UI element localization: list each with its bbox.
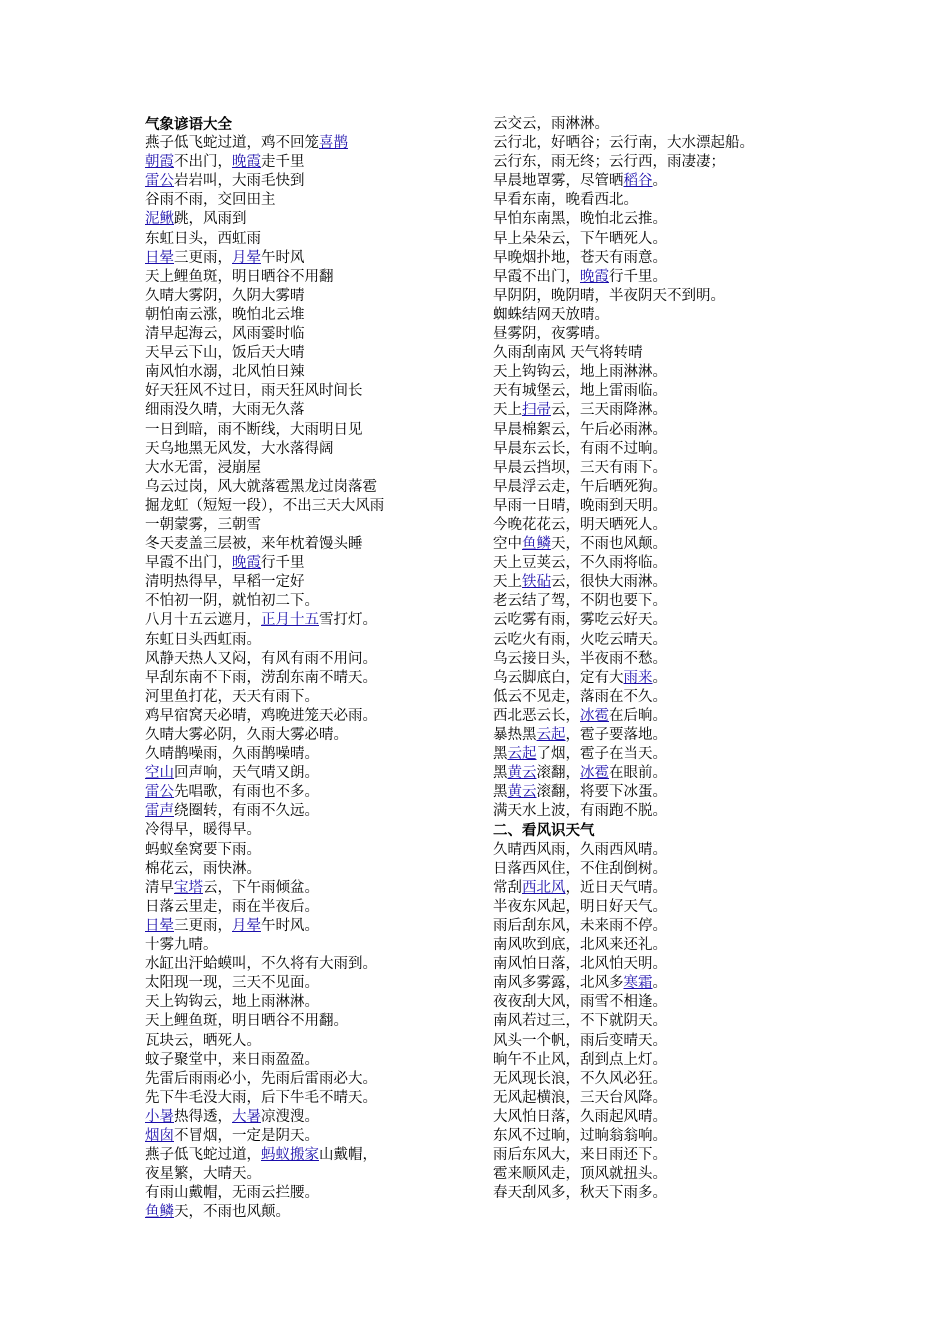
- proverb-text: 了烟，雹子在当天。: [536, 746, 667, 763]
- proverb-text: 天有城堡云，地上雷雨临。: [493, 383, 667, 400]
- proverb-line: [145, 191, 384, 210]
- proverb-text: 河里鱼打花，天天有雨下。: [145, 688, 319, 705]
- proverb-line: [493, 1184, 754, 1203]
- proverb-text: 先雷后雨雨必小，先雨后雷雨必大。: [145, 1070, 377, 1087]
- proverb-line: [145, 631, 384, 650]
- proverb-line: [493, 344, 754, 363]
- keyword-link[interactable]: 晚霞: [232, 555, 261, 572]
- keyword-link[interactable]: 黄云: [507, 784, 537, 801]
- keyword-link[interactable]: 泥鳅: [145, 211, 174, 228]
- proverb-text: 岩岩叫，大雨毛快到: [174, 173, 305, 190]
- proverb-text: 天上鲤鱼斑，明日晒谷不用翻。: [145, 1013, 348, 1030]
- keyword-link[interactable]: 日晕: [145, 917, 174, 934]
- proverb-line: [493, 688, 754, 707]
- proverb-line: [493, 153, 754, 172]
- keyword-link[interactable]: 云起: [507, 746, 537, 763]
- proverb-line: [145, 478, 384, 497]
- proverb-line: [493, 860, 754, 879]
- proverb-text: 南风怕日落，北风怕天明。: [493, 956, 667, 973]
- proverb-text: 久雨刮南风 天气将转晴: [493, 345, 643, 362]
- proverb-text: 先下牛毛没大雨，后下牛毛不晴天。: [145, 1089, 377, 1106]
- proverb-line: [145, 325, 384, 344]
- keyword-link[interactable]: 喜鹊: [319, 135, 348, 152]
- proverb-line: [145, 1146, 384, 1165]
- proverb-text: 夜星繁，大晴天。: [145, 1166, 261, 1183]
- proverb-text: 早阴阴，晚阴晴，半夜阴天不到明。: [493, 287, 725, 304]
- proverb-text: 滚翻，将要下冰蛋。: [536, 784, 667, 801]
- proverb-text: 黑: [493, 765, 508, 782]
- proverb-line: [493, 841, 754, 860]
- keyword-link[interactable]: 空山: [145, 765, 174, 782]
- proverb-text: 天上钩钩云，地上雨淋淋。: [145, 994, 319, 1011]
- proverb-text: 黑: [493, 746, 508, 763]
- proverb-line: [493, 1032, 754, 1051]
- proverb-line: [145, 1070, 384, 1089]
- proverb-text: 无风起横浪，三天台风降。: [493, 1089, 667, 1106]
- keyword-link[interactable]: 鱼鳞: [522, 536, 551, 553]
- keyword-link[interactable]: 雷声: [145, 803, 174, 820]
- proverb-text: 行千里: [261, 555, 305, 572]
- proverb-line: [145, 898, 384, 917]
- proverb-text: 黑: [493, 784, 508, 801]
- proverb-line: [145, 592, 384, 611]
- proverb-line: [493, 535, 754, 554]
- proverb-line: [493, 917, 754, 936]
- proverb-text: 不冒烟，一定是阴天。: [174, 1127, 319, 1144]
- proverb-text: 走千里: [261, 154, 305, 171]
- proverb-line: [493, 631, 754, 650]
- keyword-link[interactable]: 鱼鳞: [145, 1204, 174, 1221]
- proverb-line: [145, 306, 384, 325]
- keyword-link[interactable]: 大暑: [232, 1108, 261, 1125]
- proverb-text: 雹来顺风走，顶风就扭头。: [493, 1166, 667, 1183]
- proverb-line: [493, 401, 754, 420]
- proverb-text: 雨后东风大，来日雨还下。: [493, 1147, 667, 1164]
- proverb-line: [145, 650, 384, 669]
- proverb-text: 二、看风识天气: [493, 822, 595, 840]
- proverb-line: [145, 611, 384, 630]
- proverb-text: 早霞不出门，: [493, 268, 580, 285]
- proverb-line: [493, 306, 754, 325]
- proverb-line: [145, 764, 384, 783]
- proverb-text: 棉花云，雨快淋。: [145, 860, 261, 877]
- proverb-line: [145, 974, 384, 993]
- keyword-link[interactable]: 冰雹: [580, 707, 609, 724]
- proverb-text: 今晚花花云，明天晒死人。: [493, 516, 667, 533]
- proverb-line: [493, 898, 754, 917]
- proverb-text: 。: [652, 975, 667, 992]
- proverb-line: [145, 745, 384, 764]
- proverb-text: 气象谚语大全: [145, 116, 232, 133]
- proverb-line: [145, 802, 384, 821]
- left-column: [145, 115, 384, 1222]
- proverb-text: 西北恶云长，: [493, 707, 580, 724]
- proverb-text: 大水无雷，浸崩屋: [145, 459, 261, 476]
- proverb-line: [493, 268, 754, 287]
- proverb-line: [493, 230, 754, 249]
- proverb-text: 山戴帽，: [319, 1147, 377, 1164]
- proverb-line: [493, 459, 754, 478]
- proverb-text: 早晨东云长，有雨不过晌。: [493, 440, 667, 457]
- proverb-text: 谷雨不雨，交回田主: [145, 192, 276, 209]
- proverb-text: 风静天热人又闷，有风有雨不用问。: [145, 650, 377, 667]
- proverb-line: [145, 268, 384, 287]
- proverb-text: 南风吹到底，北风来还礼。: [493, 937, 667, 954]
- proverb-text: 常刮: [493, 879, 522, 896]
- proverb-line: [145, 955, 384, 974]
- keyword-link[interactable]: 西北风: [522, 879, 566, 896]
- proverb-text: 早雨一日晴，晚雨到天明。: [493, 497, 667, 514]
- proverb-line: [145, 1012, 384, 1031]
- proverb-line: [145, 210, 384, 229]
- proverb-text: 乌云过岗，风大就落雹黑龙过岗落雹: [145, 478, 377, 495]
- proverb-line: [493, 478, 754, 497]
- keyword-link[interactable]: 铁砧: [522, 574, 551, 591]
- proverb-text: 天早云下山，饭后天大晴: [145, 345, 305, 362]
- proverb-text: 天上: [493, 574, 522, 591]
- proverb-text: 水缸出汗蛤蟆叫，不久将有大雨到。: [145, 956, 377, 973]
- proverb-line: [493, 210, 754, 229]
- proverb-text: 大风怕日落，久雨起风晴。: [493, 1108, 667, 1125]
- proverb-text: 久晴西风雨，久雨西风晴。: [493, 841, 667, 858]
- proverb-text: 一朝蒙雾，三朝雪: [145, 516, 261, 533]
- proverb-text: 云行东，雨无终；云行西，雨凄凄；: [493, 154, 725, 171]
- proverb-text: 不出门，: [174, 154, 232, 171]
- keyword-link[interactable]: 朝霞: [145, 154, 174, 171]
- proverb-line: [145, 459, 384, 478]
- proverb-line: [493, 573, 754, 592]
- proverb-text: 十雾九晴。: [145, 937, 218, 954]
- proverb-text: 朝怕南云涨，晚怕北云堆: [145, 306, 305, 323]
- proverb-text: 有雨山戴帽，无雨云拦腰。: [145, 1185, 319, 1202]
- proverb-line: [145, 993, 384, 1012]
- proverb-text: 天上豆荚云，不久雨将临。: [493, 555, 667, 572]
- keyword-link[interactable]: 小暑: [145, 1108, 174, 1125]
- proverb-line: [493, 764, 754, 783]
- proverb-text: 云，下午雨倾盆。: [203, 879, 319, 896]
- proverb-line: [145, 497, 384, 516]
- proverb-line: [493, 611, 754, 630]
- proverb-text: 日落西风住，不住刮倒树。: [493, 860, 667, 877]
- proverb-line: [145, 249, 384, 268]
- proverb-text: 细雨没久晴，大雨无久落: [145, 402, 305, 419]
- proverb-line: [493, 745, 754, 764]
- proverb-line: [145, 688, 384, 707]
- proverb-text: 晌午不止风，刮到点上灯。: [493, 1051, 667, 1068]
- keyword-link[interactable]: 月晕: [232, 249, 261, 266]
- proverb-text: 雪打灯。: [319, 612, 377, 629]
- proverb-line: [493, 879, 754, 898]
- proverb-text: 瓦块云，晒死人。: [145, 1032, 261, 1049]
- proverb-text: 燕子低飞蛇过道，: [145, 1147, 261, 1164]
- proverb-text: 乌云脚底白，定有大: [493, 669, 624, 686]
- proverb-line: [145, 1165, 384, 1184]
- keyword-link[interactable]: 雨来: [623, 669, 653, 686]
- proverb-text: 云交云，雨淋淋。: [493, 116, 609, 132]
- proverb-text: 满天水上波，有雨跑不脱。: [493, 803, 667, 820]
- proverb-text: 天上钩钩云，地上雨淋淋。: [493, 364, 667, 381]
- proverb-line: [145, 860, 384, 879]
- proverb-line: [145, 573, 384, 592]
- proverb-text: 鸡早宿窝天必晴，鸡晚进笼天必雨。: [145, 707, 377, 724]
- proverb-text: 南风多雾露，北风多: [493, 975, 624, 992]
- proverb-line: [493, 287, 754, 306]
- proverb-text: 早霞不出门，: [145, 555, 232, 572]
- proverb-text: 早晨浮云走，午后晒死狗。: [493, 478, 667, 495]
- proverb-text: 半夜东风起，明日好天气。: [493, 898, 667, 915]
- proverb-line: [493, 1070, 754, 1089]
- proverb-line: [493, 554, 754, 573]
- proverb-text: 昼雾阴，夜雾晴。: [493, 326, 609, 343]
- proverb-line: [493, 421, 754, 440]
- proverb-text: 太阳现一现，三天不见面。: [145, 975, 319, 992]
- proverb-text: 老云结了驾，不阴也要下。: [493, 593, 667, 610]
- proverb-line: [145, 821, 384, 840]
- proverb-line: [493, 115, 754, 134]
- proverb-text: 空中: [493, 536, 522, 553]
- proverb-text: 早晨棉絮云，午后必雨淋。: [493, 421, 667, 438]
- proverb-text: 蜘蛛结网天放晴。: [493, 306, 609, 323]
- proverb-line: [145, 1184, 384, 1203]
- proverb-line: [145, 1051, 384, 1070]
- keyword-link[interactable]: 晚霞: [232, 154, 261, 171]
- keyword-link[interactable]: 黄云: [507, 765, 537, 782]
- proverb-line: [145, 287, 384, 306]
- proverb-text: 云，很快大雨淋。: [551, 574, 667, 591]
- proverb-text: 回声响，天气晴又朗。: [174, 765, 319, 782]
- proverb-line: [493, 802, 754, 821]
- proverb-text: 早晨云挡坝，三天有雨下。: [493, 459, 667, 476]
- proverb-text: 在眼前。: [609, 765, 667, 782]
- proverb-line: [493, 363, 754, 382]
- keyword-link[interactable]: 蚂蚁搬家: [261, 1147, 319, 1164]
- proverb-text: 三更雨，: [174, 917, 232, 934]
- proverb-text: 天上: [493, 402, 522, 419]
- proverb-text: 滚翻，: [536, 765, 580, 782]
- proverb-text: 八月十五云遮月，: [145, 612, 261, 629]
- proverb-text: 南风怕水溺，北风怕日辣: [145, 364, 305, 381]
- proverb-line: [145, 1108, 384, 1127]
- proverb-line: [145, 230, 384, 249]
- proverb-text: 天，不雨也风颠。: [174, 1204, 290, 1221]
- proverb-line: [493, 974, 754, 993]
- keyword-link[interactable]: 宝塔: [174, 879, 203, 896]
- proverb-line: [145, 917, 384, 936]
- proverb-text: 好天狂风不过日，雨天狂风时间长: [145, 383, 363, 400]
- keyword-link[interactable]: 雷公: [145, 784, 174, 801]
- proverb-line: [493, 1012, 754, 1031]
- proverb-line: [145, 936, 384, 955]
- proverb-line: [493, 497, 754, 516]
- proverb-text: 不怕初一阴，就怕初二下。: [145, 593, 319, 610]
- proverb-text: 暴热黑: [493, 727, 537, 743]
- proverb-text: 天乌地黑无风发，大水落得阔: [145, 440, 334, 457]
- proverb-line: [145, 134, 384, 153]
- proverb-line: [493, 936, 754, 955]
- proverb-line: [493, 726, 754, 745]
- proverb-line: [493, 650, 754, 669]
- proverb-text: 早怕东南黑，晚怕北云推。: [493, 211, 667, 228]
- proverb-line: [493, 516, 754, 535]
- proverb-line: [145, 1203, 384, 1222]
- proverb-text: 热得透，: [174, 1108, 232, 1125]
- keyword-link[interactable]: 晚霞: [580, 268, 609, 285]
- proverb-text: 低云不见走，落雨在不久。: [493, 688, 667, 705]
- proverb-line: [145, 1089, 384, 1108]
- proverb-text: 一日到暗，雨不断线，大雨明日见: [145, 421, 363, 438]
- proverb-text: 南风若过三，不下就阴天。: [493, 1013, 667, 1030]
- proverb-text: 。: [652, 173, 667, 190]
- proverb-text: 掘龙虹（短短一段），不出三天大风雨: [145, 497, 385, 514]
- proverb-line: [493, 1127, 754, 1146]
- proverb-line: [493, 249, 754, 268]
- proverb-line: [145, 172, 384, 191]
- proverb-text: 东虹日头，西虹雨: [145, 230, 261, 247]
- proverb-text: 东虹日头西虹雨。: [145, 631, 261, 648]
- proverb-line: [145, 516, 384, 535]
- proverb-text: 雨后刮东风，未来雨不停。: [493, 917, 667, 934]
- proverb-text: 行千里。: [609, 268, 667, 285]
- proverb-text: 早刮东南不下雨，涝刮东南不晴天。: [145, 669, 377, 686]
- proverb-line: [145, 344, 384, 363]
- keyword-link[interactable]: 正月十五: [261, 612, 319, 629]
- keyword-link[interactable]: 稻谷: [623, 173, 653, 190]
- proverb-line: [145, 535, 384, 554]
- proverb-line: [145, 841, 384, 860]
- proverb-line: [145, 554, 384, 573]
- proverb-line: [493, 191, 754, 210]
- proverb-text: ，雹子要落地。: [565, 727, 667, 743]
- proverb-text: 蚊子聚堂中，来日雨盈盈。: [145, 1051, 319, 1068]
- proverb-text: 清早: [145, 879, 174, 896]
- proverb-text: 早晨地罩雾，尽管晒: [493, 173, 624, 190]
- proverb-text: 燕子低飞蛇过道，鸡不回笼: [145, 135, 319, 152]
- keyword-link[interactable]: 雷公: [145, 173, 174, 190]
- proverb-line: [145, 153, 384, 172]
- proverb-line: [145, 783, 384, 802]
- proverb-text: 三更雨，: [174, 249, 232, 266]
- proverb-text: ，近日天气晴。: [565, 879, 667, 896]
- proverb-text: 跳，风雨到: [174, 211, 247, 228]
- proverb-line: [493, 993, 754, 1012]
- proverb-line: [145, 726, 384, 745]
- proverb-text: 云，三天雨降淋。: [551, 402, 667, 419]
- keyword-link[interactable]: 云起: [536, 727, 566, 743]
- proverb-line: [493, 440, 754, 459]
- proverb-text: 先唱歌，有雨也不多。: [174, 784, 319, 801]
- proverb-line: [145, 669, 384, 688]
- proverb-text: 风头一个帆，雨后变晴天。: [493, 1032, 667, 1049]
- proverb-line: [493, 134, 754, 153]
- proverb-text: 日落云里走，雨在半夜后。: [145, 898, 319, 915]
- proverb-line: [493, 783, 754, 802]
- proverb-line: [493, 669, 754, 688]
- proverb-line: [145, 1127, 384, 1146]
- keyword-link[interactable]: 烟囱: [145, 1127, 174, 1144]
- proverb-text: 天上鲤鱼斑，明日晒谷不用翻: [145, 268, 334, 285]
- keyword-link[interactable]: 寒霜: [623, 975, 653, 992]
- proverb-text: 清明热得早，早稻一定好: [145, 574, 305, 591]
- proverb-text: 绕圈转，有雨不久远。: [174, 803, 319, 820]
- proverb-text: 云吃雾有雨，雾吃云好天。: [493, 612, 667, 629]
- proverb-line: [145, 707, 384, 726]
- section-heading: [493, 821, 754, 840]
- right-column: [493, 115, 754, 1203]
- proverb-text: 清早起海云，风雨霎时临: [145, 326, 305, 343]
- proverb-line: [145, 421, 384, 440]
- proverb-text: 东风不过晌，过晌翁翁响。: [493, 1127, 667, 1144]
- keyword-link[interactable]: 冰雹: [580, 765, 609, 782]
- proverb-text: 早上朵朵云，下午晒死人。: [493, 230, 667, 247]
- proverb-text: 午时风。: [261, 917, 319, 934]
- proverb-text: 在后晌。: [609, 707, 667, 724]
- proverb-text: 久晴大雾必阴，久雨大雾必晴。: [145, 727, 348, 743]
- proverb-line: [145, 440, 384, 459]
- keyword-link[interactable]: 日晕: [145, 249, 174, 266]
- proverb-text: 久晴鹊噪雨，久雨鹊噪晴。: [145, 746, 319, 763]
- section-heading: [145, 115, 384, 134]
- proverb-line: [145, 382, 384, 401]
- proverb-text: 早晚烟扑地，苍天有雨意。: [493, 249, 667, 266]
- keyword-link[interactable]: 月晕: [232, 917, 261, 934]
- proverb-line: [493, 1089, 754, 1108]
- proverb-text: 夜夜刮大风，雨雪不相逢。: [493, 994, 667, 1011]
- proverb-text: 春天刮风多，秋天下雨多。: [493, 1185, 667, 1202]
- proverb-text: 天，不雨也风颠。: [551, 536, 667, 553]
- proverb-line: [145, 879, 384, 898]
- proverb-line: [145, 401, 384, 420]
- proverb-line: [493, 592, 754, 611]
- proverb-line: [493, 1051, 754, 1070]
- proverb-line: [145, 1032, 384, 1051]
- proverb-line: [493, 707, 754, 726]
- proverb-text: 蚂蚁垒窝要下雨。: [145, 841, 261, 858]
- keyword-link[interactable]: 扫帚: [522, 402, 551, 419]
- proverb-line: [493, 1108, 754, 1127]
- proverb-text: 久晴大雾阴，久阴大雾晴: [145, 287, 305, 304]
- proverb-line: [493, 325, 754, 344]
- proverb-line: [493, 1165, 754, 1184]
- proverb-text: 无风现长浪，不久风必狂。: [493, 1070, 667, 1087]
- proverb-line: [493, 172, 754, 191]
- proverb-text: 乌云接日头，半夜雨不愁。: [493, 650, 667, 667]
- proverb-line: [493, 1146, 754, 1165]
- proverb-text: 云吃火有雨，火吃云晴天。: [493, 631, 667, 648]
- proverb-text: 凉溲溲。: [261, 1108, 319, 1125]
- proverb-line: [493, 382, 754, 401]
- proverb-line: [145, 363, 384, 382]
- proverb-text: 早看东南，晚看西北。: [493, 192, 638, 209]
- proverb-text: 午时风: [261, 249, 305, 266]
- proverb-line: [493, 955, 754, 974]
- proverb-text: 冬天麦盖三层被，来年枕着馒头睡: [145, 536, 363, 553]
- proverb-text: 。: [652, 669, 667, 686]
- proverb-text: 冷得早，暖得早。: [145, 822, 261, 839]
- proverb-text: 云行北，好晒谷；云行南，大水漂起船。: [493, 135, 754, 152]
